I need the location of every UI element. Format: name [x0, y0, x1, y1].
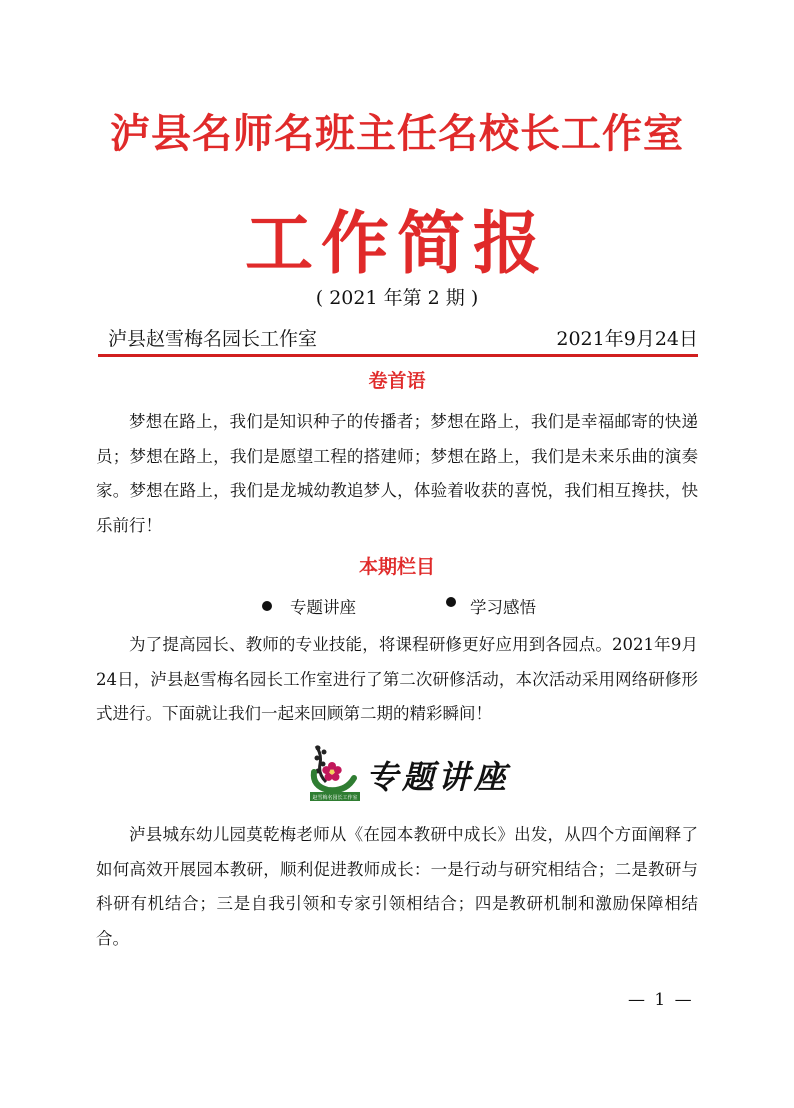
column-list [0, 592, 794, 622]
issue-number: ( 2021 年第 2 期 ) [315, 287, 479, 309]
lecture-heading: 专题讲座 [366, 758, 511, 796]
preface-heading: 卷首语 [368, 370, 426, 392]
masthead-divider [98, 354, 698, 357]
intro-paragraph: 为了提高园长、教师的专业技能，将课程研修更好应用到各园点。2021年9月24日，泸县赵雪梅名园长工作室进行了第二次研修活动，本次活动采用网络研修形式进行。下面就让我们一起来回顾第二期的精彩瞬间！ [96, 635, 698, 723]
plum-blossom-logo-icon [308, 742, 362, 802]
bullet-icon [446, 597, 456, 607]
preface-paragraph: 梦想在路上，我们是知识种子的传播者；梦想在路上，我们是幸福邮寄的快递员；梦想在路上，我们是愿望工程的搭建师；梦想在路上，我们是未来乐曲的演奏家。梦想在路上，我们是龙城幼教追梦人，体验着收获的喜悦，我们相互搀扶，快乐前行！ [96, 412, 698, 535]
column-item: 学习感悟 [470, 598, 536, 617]
publish-date: 2021年9月24日 [556, 328, 698, 350]
columns-heading: 本期栏目 [358, 556, 435, 578]
newsletter-title: 工作简报 [244, 204, 549, 284]
logo-caption: 赵雪梅名园长工作室 [312, 795, 358, 801]
column-item: 专题讲座 [290, 598, 356, 617]
bullet-icon [262, 601, 272, 611]
organization-title: 泸县名师名班主任名校长工作室 [110, 110, 684, 157]
page-number: — 1 — [628, 990, 694, 1010]
lecture-paragraph: 泸县城东幼儿园莫乾梅老师从《在园本教研中成长》出发，从四个方面阐释了如何高效开展园本教研，顺利促进教师成长：一是行动与研究相结合；二是教研与科研有机结合；三是自我引领和专家引领相结合；四是教研机制和激励保障相结合。 [96, 825, 698, 948]
studio-logo [308, 742, 362, 802]
studio-name: 泸县赵雪梅名园长工作室 [108, 328, 318, 350]
